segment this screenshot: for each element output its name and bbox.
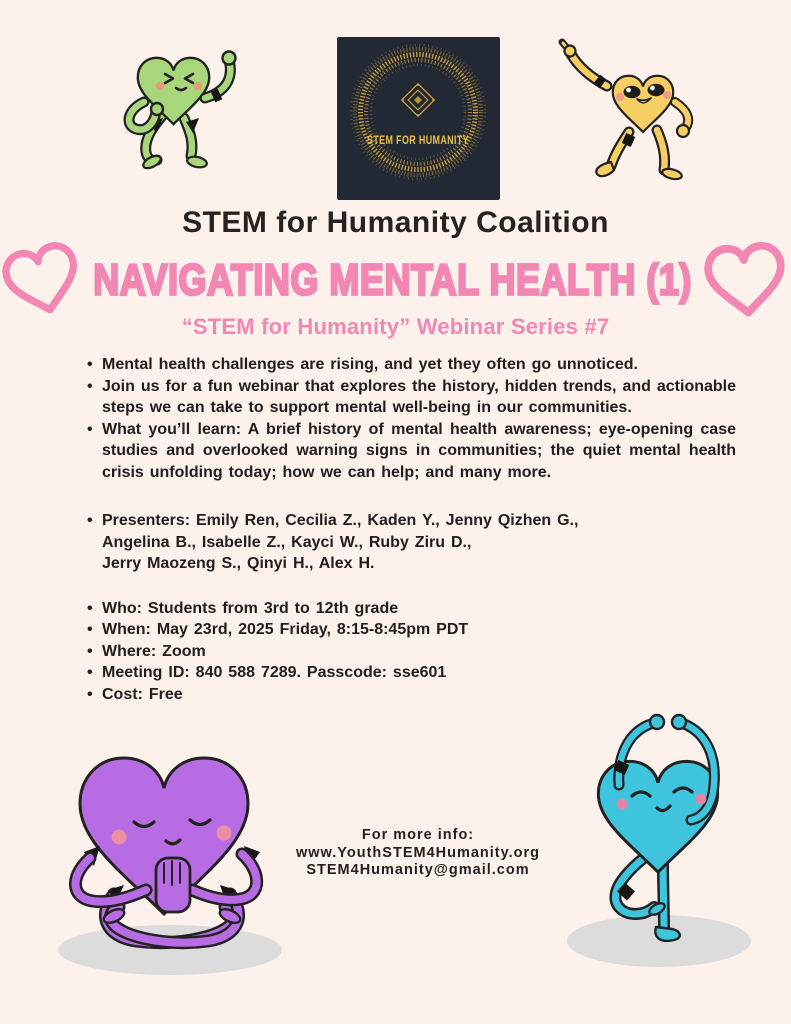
detail-when: • When: May 23rd, 2025 Friday, 8:15-8:45pm PDT [86,619,736,641]
character-shadow [58,925,282,975]
detail-where: • Where: Zoom [86,641,736,663]
intro-bullet-list [86,354,736,483]
stem-for-humanity-logo [337,37,500,200]
detail-cost: • Cost: Free [86,684,736,706]
org-title: STEM for Humanity Coalition [182,206,609,239]
presenters-line: Jerry Maozeng S., Qinyi H., Alex H. [102,555,375,572]
intro-bullet: • Join us for a fun webinar that explores the history, hidden trends, and actionable steps we can take to support mental well-being in our communities. [86,376,736,419]
presenters-list [86,510,736,575]
presenters-line: • Presenters: Emily Ren, Cecilia Z., Kaden Y., Jenny Qizhen G., [102,512,579,529]
main-title-row [0,240,791,320]
contact-info [266,827,570,880]
blue-heart-character-icon [562,693,777,971]
presenters-item [86,510,736,575]
intro-bullet: • Mental health challenges are rising, and yet they often go unnoticed. [86,354,736,376]
contact-heading: For more info: [361,827,475,843]
detail-meeting-id: • Meeting ID: 840 588 7289. Passcode: sse601 [86,662,736,684]
series-subtitle: “STEM for Humanity” Webinar Series #7 [181,314,610,339]
green-heart-character-icon [110,46,258,194]
flyer-body [86,354,736,705]
intro-bullet: • What you’ll learn: A brief history of mental health awareness; eye-opening case studies and overlooked warning signs in communities; the quiet mental health crisis unfolding today; how we can help; and many more. [86,419,736,484]
presenters-line: Angelina B., Isabelle Z., Kayci W., Ruby Ziru D., [102,533,472,551]
contact-email: STEM4Humanity@gmail.com [306,862,530,878]
contact-website: www.YouthSTEM4Humanity.org [295,844,541,861]
yellow-heart-character-icon [545,38,705,210]
main-title: NAVIGATING MENTAL HEALTH (1) [93,254,692,305]
purple-heart-character-icon [50,742,295,980]
logo-text: STEM FOR HUMANITY [367,133,469,147]
event-details-list [86,598,736,706]
heart-outline-right-icon [697,236,791,324]
detail-who: • Who: Students from 3rd to 12th grade [86,598,736,620]
